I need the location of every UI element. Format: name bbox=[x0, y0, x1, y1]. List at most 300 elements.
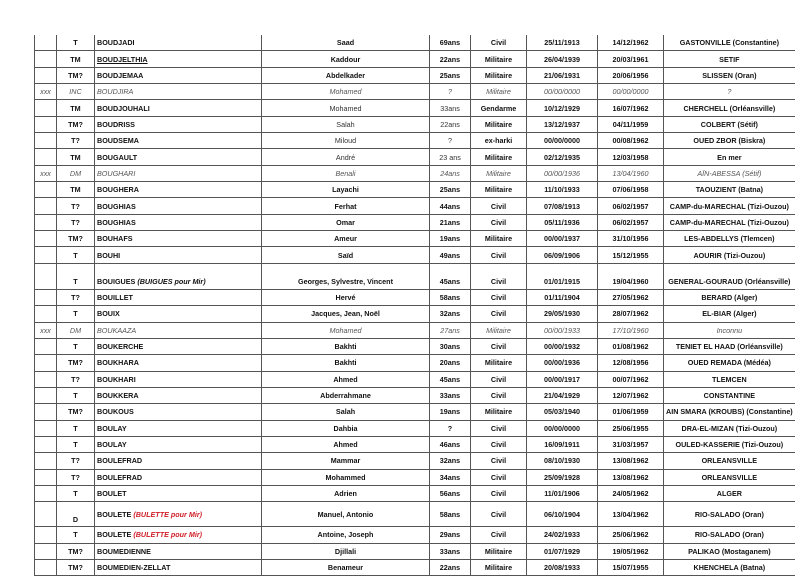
birth-date-cell: 13/12/1937 bbox=[527, 116, 598, 132]
age-cell: 58ans bbox=[430, 502, 471, 527]
last-name-cell bbox=[95, 84, 262, 100]
status-mark-cell bbox=[35, 502, 57, 527]
death-date-cell: 20/03/1961 bbox=[598, 51, 664, 67]
age-cell: 56ans bbox=[430, 485, 471, 501]
status-mark-cell bbox=[35, 263, 57, 289]
last-name-cell bbox=[95, 289, 262, 305]
last-name: BOUDJOUHALI bbox=[97, 103, 150, 113]
record-code-cell: TM? bbox=[57, 116, 95, 132]
death-date-cell: 00/00/0000 bbox=[598, 84, 664, 100]
death-date-cell: 01/06/1959 bbox=[598, 404, 664, 420]
place-cell: ALGER bbox=[664, 485, 795, 501]
last-name-cell bbox=[95, 149, 262, 165]
category-cell: Militaire bbox=[471, 116, 527, 132]
category-cell: Civil bbox=[471, 371, 527, 387]
category-cell: Civil bbox=[471, 198, 527, 214]
table-row bbox=[35, 182, 795, 198]
table-row bbox=[35, 51, 795, 67]
place-cell: TENIET EL HAAD (Orléansville) bbox=[664, 338, 795, 354]
first-names-cell: Manuel, Antonio bbox=[262, 502, 430, 527]
record-code-cell: T bbox=[57, 436, 95, 452]
place-cell: RIO-SALADO (Oran) bbox=[664, 502, 795, 527]
place-cell: ORLEANSVILLE bbox=[664, 453, 795, 469]
first-names-cell: Mohamed bbox=[262, 322, 430, 338]
category-cell: Civil bbox=[471, 289, 527, 305]
record-code-cell: T bbox=[57, 338, 95, 354]
table-row bbox=[35, 543, 795, 559]
record-code-cell: TM? bbox=[57, 355, 95, 371]
category-cell: Militaire bbox=[471, 84, 527, 100]
death-date-cell: 13/04/1960 bbox=[598, 165, 664, 181]
birth-date-cell: 10/12/1929 bbox=[527, 100, 598, 116]
category-cell: Militaire bbox=[471, 322, 527, 338]
table-row bbox=[35, 231, 795, 247]
status-mark-cell bbox=[35, 214, 57, 230]
last-name: BOUMEDIEN-ZELLAT bbox=[97, 563, 171, 573]
last-name: BOUGHERA bbox=[97, 185, 139, 195]
first-names-cell: Antoine, Joseph bbox=[262, 527, 430, 543]
table-row bbox=[35, 322, 795, 338]
last-name: BOUKKERA bbox=[97, 391, 139, 401]
record-code-cell: T bbox=[57, 387, 95, 403]
birth-date-cell: 21/06/1931 bbox=[527, 67, 598, 83]
first-names-cell: Bakhti bbox=[262, 355, 430, 371]
status-mark-cell bbox=[35, 559, 57, 575]
last-name-cell bbox=[95, 35, 262, 51]
record-code-cell: T bbox=[57, 527, 95, 543]
first-names-cell: Miloud bbox=[262, 133, 430, 149]
first-names-cell: Hervé bbox=[262, 289, 430, 305]
first-names-cell: Ahmed bbox=[262, 371, 430, 387]
status-mark-cell bbox=[35, 420, 57, 436]
status-mark-cell bbox=[35, 453, 57, 469]
category-cell: Militaire bbox=[471, 182, 527, 198]
status-mark-cell bbox=[35, 133, 57, 149]
first-names-cell: Ahmed bbox=[262, 436, 430, 452]
place-cell: GASTONVILLE (Constantine) bbox=[664, 35, 795, 51]
first-names-cell: Mohamed bbox=[262, 84, 430, 100]
birth-date-cell: 20/08/1933 bbox=[527, 559, 598, 575]
place-cell: PALIKAO (Mostaganem) bbox=[664, 543, 795, 559]
age-cell: 33ans bbox=[430, 543, 471, 559]
last-name-cell bbox=[95, 116, 262, 132]
category-cell: Civil bbox=[471, 527, 527, 543]
last-name-cell bbox=[95, 420, 262, 436]
table-row bbox=[35, 485, 795, 501]
category-cell: Militaire bbox=[471, 355, 527, 371]
status-mark-cell bbox=[35, 289, 57, 305]
death-date-cell: 19/04/1960 bbox=[598, 263, 664, 289]
place-cell: DRA-EL-MIZAN (Tizi-Ouzou) bbox=[664, 420, 795, 436]
birth-date-cell: 01/07/1929 bbox=[527, 543, 598, 559]
table-row bbox=[35, 165, 795, 181]
first-names-cell: Salah bbox=[262, 116, 430, 132]
first-names-cell: Benameur bbox=[262, 559, 430, 575]
last-name-cell bbox=[95, 198, 262, 214]
record-code-cell: D bbox=[57, 502, 95, 527]
status-mark-cell bbox=[35, 116, 57, 132]
last-name: BOUIX bbox=[97, 309, 120, 319]
death-date-cell: 20/06/1956 bbox=[598, 67, 664, 83]
last-name: BOULEFRAD bbox=[97, 472, 143, 482]
last-name: BOUDJADI bbox=[97, 38, 135, 48]
table-row bbox=[35, 387, 795, 403]
age-cell: ? bbox=[430, 420, 471, 436]
record-code-cell: T? bbox=[57, 469, 95, 485]
place-cell: LES-ABDELLYS (Tlemcen) bbox=[664, 231, 795, 247]
place-cell: SETIF bbox=[664, 51, 795, 67]
age-cell: 27ans bbox=[430, 322, 471, 338]
age-cell: 32ans bbox=[430, 453, 471, 469]
status-mark-cell bbox=[35, 543, 57, 559]
category-cell: Civil bbox=[471, 35, 527, 51]
death-date-cell: 13/08/1962 bbox=[598, 469, 664, 485]
place-cell: SLISSEN (Oran) bbox=[664, 67, 795, 83]
last-name-cell bbox=[95, 338, 262, 354]
death-date-cell: 17/10/1960 bbox=[598, 322, 664, 338]
table-row bbox=[35, 404, 795, 420]
record-code-cell: T? bbox=[57, 453, 95, 469]
last-name-cell bbox=[95, 165, 262, 181]
record-code-cell: T? bbox=[57, 133, 95, 149]
last-name: BOUKAAZA bbox=[97, 325, 137, 335]
record-code-cell: TM? bbox=[57, 231, 95, 247]
birth-date-cell: 00/00/1932 bbox=[527, 338, 598, 354]
name-alias: (BUIGUES pour Mir) bbox=[137, 276, 206, 286]
last-name-cell bbox=[95, 527, 262, 543]
last-name: BOUGAULT bbox=[97, 152, 138, 162]
last-name-cell bbox=[95, 453, 262, 469]
status-mark-cell bbox=[35, 182, 57, 198]
status-mark-cell bbox=[35, 485, 57, 501]
age-cell: 33ans bbox=[430, 387, 471, 403]
place-cell: Inconnu bbox=[664, 322, 795, 338]
death-date-cell: 28/07/1962 bbox=[598, 306, 664, 322]
last-name-cell bbox=[95, 543, 262, 559]
table-row bbox=[35, 116, 795, 132]
place-cell: KHENCHELA (Batna) bbox=[664, 559, 795, 575]
last-name-cell bbox=[95, 100, 262, 116]
table-row bbox=[35, 453, 795, 469]
last-name-cell bbox=[95, 502, 262, 527]
age-cell: 49ans bbox=[430, 247, 471, 263]
record-code-cell: T bbox=[57, 420, 95, 436]
death-date-cell: 12/03/1958 bbox=[598, 149, 664, 165]
place-cell: AIN SMARA (KROUBS) (Constantine) bbox=[664, 404, 795, 420]
first-names-cell: Benali bbox=[262, 165, 430, 181]
table-row bbox=[35, 35, 795, 51]
death-date-cell: 24/05/1962 bbox=[598, 485, 664, 501]
age-cell: 24ans bbox=[430, 165, 471, 181]
death-date-cell: 12/07/1962 bbox=[598, 387, 664, 403]
death-date-cell: 25/06/1955 bbox=[598, 420, 664, 436]
birth-date-cell: 24/02/1933 bbox=[527, 527, 598, 543]
death-date-cell: 06/02/1957 bbox=[598, 198, 664, 214]
last-name: BOUGHIAS bbox=[97, 201, 136, 211]
table-row bbox=[35, 263, 795, 289]
table-row bbox=[35, 420, 795, 436]
last-name: BOUDJEMAA bbox=[97, 70, 144, 80]
last-name-cell bbox=[95, 559, 262, 575]
last-name: BOUDSEMA bbox=[97, 136, 139, 146]
place-cell: OUED ZBOR (Biskra) bbox=[664, 133, 795, 149]
place-cell: CAMP-du-MARECHAL (Tizi-Ouzou) bbox=[664, 214, 795, 230]
last-name: BOUDJELTHIA bbox=[97, 54, 148, 64]
place-cell: OULED-KASSERIE (Tizi-Ouzou) bbox=[664, 436, 795, 452]
first-names-cell: Saïd bbox=[262, 247, 430, 263]
last-name-cell bbox=[95, 263, 262, 289]
age-cell: ? bbox=[430, 133, 471, 149]
last-name: BOUKHARA bbox=[97, 358, 139, 368]
first-names-cell: Dahbia bbox=[262, 420, 430, 436]
first-names-cell: Mohammed bbox=[262, 469, 430, 485]
record-code-cell: TM? bbox=[57, 67, 95, 83]
category-cell: Militaire bbox=[471, 51, 527, 67]
status-mark-cell bbox=[35, 371, 57, 387]
age-cell: 69ans bbox=[430, 35, 471, 51]
record-code-cell: T? bbox=[57, 289, 95, 305]
birth-date-cell: 01/11/1904 bbox=[527, 289, 598, 305]
birth-date-cell: 01/01/1915 bbox=[527, 263, 598, 289]
record-code-cell: DM bbox=[57, 165, 95, 181]
status-mark-cell bbox=[35, 338, 57, 354]
last-name-cell bbox=[95, 247, 262, 263]
last-name-cell bbox=[95, 214, 262, 230]
category-cell: Militaire bbox=[471, 165, 527, 181]
table-row bbox=[35, 502, 795, 527]
death-date-cell: 31/10/1956 bbox=[598, 231, 664, 247]
first-names-cell: Kaddour bbox=[262, 51, 430, 67]
name-alias: (BULETTE pour Mir) bbox=[133, 509, 203, 519]
first-names-cell: Djillali bbox=[262, 543, 430, 559]
category-cell: Civil bbox=[471, 387, 527, 403]
last-name-cell bbox=[95, 387, 262, 403]
place-cell: COLBERT (Sétif) bbox=[664, 116, 795, 132]
death-date-cell: 19/05/1962 bbox=[598, 543, 664, 559]
death-date-cell: 07/06/1958 bbox=[598, 182, 664, 198]
last-name: BOUDRISS bbox=[97, 119, 135, 129]
category-cell: Gendarme bbox=[471, 100, 527, 116]
table-row bbox=[35, 100, 795, 116]
first-names-cell: Ameur bbox=[262, 231, 430, 247]
death-date-cell: 31/03/1957 bbox=[598, 436, 664, 452]
last-name: BOUGHARI bbox=[97, 168, 136, 178]
record-code-cell: T? bbox=[57, 371, 95, 387]
last-name: BOUHAFS bbox=[97, 234, 133, 244]
age-cell: 29ans bbox=[430, 527, 471, 543]
status-mark-cell bbox=[35, 100, 57, 116]
last-name: BOULAY bbox=[97, 440, 127, 450]
category-cell: Civil bbox=[471, 420, 527, 436]
last-name: BOULAY bbox=[97, 423, 127, 433]
category-cell: Civil bbox=[471, 263, 527, 289]
age-cell: 19ans bbox=[430, 231, 471, 247]
last-name-cell bbox=[95, 51, 262, 67]
death-date-cell: 15/07/1955 bbox=[598, 559, 664, 575]
death-date-cell: 27/05/1962 bbox=[598, 289, 664, 305]
birth-date-cell: 00/00/1917 bbox=[527, 371, 598, 387]
victims-table bbox=[34, 35, 795, 576]
record-code-cell: T? bbox=[57, 198, 95, 214]
first-names-cell: Bakhti bbox=[262, 338, 430, 354]
death-date-cell: 13/08/1962 bbox=[598, 453, 664, 469]
death-date-cell: 14/12/1962 bbox=[598, 35, 664, 51]
table-row bbox=[35, 355, 795, 371]
category-cell: Civil bbox=[471, 502, 527, 527]
last-name: BOUKERCHE bbox=[97, 342, 144, 352]
category-cell: Militaire bbox=[471, 404, 527, 420]
last-name: BOUILLET bbox=[97, 292, 133, 302]
category-cell: Militaire bbox=[471, 543, 527, 559]
birth-date-cell: 21/04/1929 bbox=[527, 387, 598, 403]
age-cell: 45ans bbox=[430, 371, 471, 387]
last-name: BOULETE bbox=[97, 509, 132, 519]
birth-date-cell: 06/10/1904 bbox=[527, 502, 598, 527]
place-cell: AOURIR (Tizi-Ouzou) bbox=[664, 247, 795, 263]
death-date-cell: 00/07/1962 bbox=[598, 371, 664, 387]
last-name: BOUKOUS bbox=[97, 407, 134, 417]
birth-date-cell: 00/00/1937 bbox=[527, 231, 598, 247]
last-name: BOUIGUES bbox=[97, 276, 136, 286]
death-date-cell: 15/12/1955 bbox=[598, 247, 664, 263]
record-code-cell: DM bbox=[57, 322, 95, 338]
last-name: BOULETE bbox=[97, 530, 132, 540]
birth-date-cell: 00/00/1936 bbox=[527, 355, 598, 371]
last-name-cell bbox=[95, 67, 262, 83]
death-date-cell: 06/02/1957 bbox=[598, 214, 664, 230]
last-name: BOUGHIAS bbox=[97, 217, 136, 227]
table-body bbox=[35, 35, 795, 576]
death-date-cell: 00/08/1962 bbox=[598, 133, 664, 149]
status-mark-cell bbox=[35, 306, 57, 322]
death-date-cell: 12/08/1956 bbox=[598, 355, 664, 371]
table-row bbox=[35, 338, 795, 354]
age-cell: 44ans bbox=[430, 198, 471, 214]
birth-date-cell: 00/00/0000 bbox=[527, 420, 598, 436]
status-mark-cell bbox=[35, 149, 57, 165]
birth-date-cell: 06/09/1906 bbox=[527, 247, 598, 263]
table-row bbox=[35, 247, 795, 263]
birth-date-cell: 08/10/1930 bbox=[527, 453, 598, 469]
status-mark-cell bbox=[35, 67, 57, 83]
record-code-cell: T? bbox=[57, 214, 95, 230]
age-cell: 25ans bbox=[430, 67, 471, 83]
last-name-cell bbox=[95, 355, 262, 371]
status-mark-cell bbox=[35, 469, 57, 485]
place-cell: GENERAL-GOURAUD (Orléansville) bbox=[664, 263, 795, 289]
birth-date-cell: 26/04/1939 bbox=[527, 51, 598, 67]
category-cell: ex-harki bbox=[471, 133, 527, 149]
first-names-cell: Ferhat bbox=[262, 198, 430, 214]
last-name-cell bbox=[95, 371, 262, 387]
age-cell: 19ans bbox=[430, 404, 471, 420]
record-code-cell: T bbox=[57, 35, 95, 51]
age-cell: 22ans bbox=[430, 559, 471, 575]
table-row bbox=[35, 84, 795, 100]
first-names-cell: Abderrahmane bbox=[262, 387, 430, 403]
age-cell: 45ans bbox=[430, 263, 471, 289]
birth-date-cell: 25/11/1913 bbox=[527, 35, 598, 51]
record-code-cell: TM? bbox=[57, 404, 95, 420]
status-mark-cell bbox=[35, 247, 57, 263]
category-cell: Militaire bbox=[471, 559, 527, 575]
name-alias: (BULETTE pour Mir) bbox=[133, 530, 203, 540]
status-mark-cell bbox=[35, 436, 57, 452]
first-names-cell: Jacques, Jean, Noël bbox=[262, 306, 430, 322]
category-cell: Civil bbox=[471, 306, 527, 322]
record-code-cell: T bbox=[57, 263, 95, 289]
table-row bbox=[35, 371, 795, 387]
category-cell: Civil bbox=[471, 485, 527, 501]
table-row bbox=[35, 527, 795, 543]
last-name-cell bbox=[95, 404, 262, 420]
age-cell: 34ans bbox=[430, 469, 471, 485]
last-name: BOUDJIRA bbox=[97, 87, 134, 97]
death-date-cell: 16/07/1962 bbox=[598, 100, 664, 116]
last-name-cell bbox=[95, 485, 262, 501]
age-cell: 22ans bbox=[430, 116, 471, 132]
record-code-cell: TM bbox=[57, 100, 95, 116]
table-row bbox=[35, 133, 795, 149]
first-names-cell: Abdelkader bbox=[262, 67, 430, 83]
first-names-cell: Mammar bbox=[262, 453, 430, 469]
first-names-cell: Adrien bbox=[262, 485, 430, 501]
place-cell: CAMP-du-MARECHAL (Tizi-Ouzou) bbox=[664, 198, 795, 214]
place-cell: CONSTANTINE bbox=[664, 387, 795, 403]
table-row bbox=[35, 559, 795, 575]
record-code-cell: T bbox=[57, 306, 95, 322]
status-mark-cell bbox=[35, 35, 57, 51]
status-mark-cell bbox=[35, 404, 57, 420]
place-cell: OUED REMADA (Médéa) bbox=[664, 355, 795, 371]
table-row bbox=[35, 306, 795, 322]
age-cell: 58ans bbox=[430, 289, 471, 305]
age-cell: 30ans bbox=[430, 338, 471, 354]
age-cell: 23 ans bbox=[430, 149, 471, 165]
birth-date-cell: 07/08/1913 bbox=[527, 198, 598, 214]
table-row bbox=[35, 469, 795, 485]
last-name: BOULET bbox=[97, 489, 127, 499]
last-name-cell bbox=[95, 306, 262, 322]
record-code-cell: TM? bbox=[57, 543, 95, 559]
record-code-cell: T bbox=[57, 485, 95, 501]
status-mark-cell bbox=[35, 51, 57, 67]
record-code-cell: TM bbox=[57, 149, 95, 165]
last-name-cell bbox=[95, 322, 262, 338]
record-code-cell: TM? bbox=[57, 559, 95, 575]
table-row bbox=[35, 436, 795, 452]
last-name-cell bbox=[95, 182, 262, 198]
last-name-cell bbox=[95, 436, 262, 452]
death-date-cell: 01/08/1962 bbox=[598, 338, 664, 354]
place-cell: EL-BIAR (Alger) bbox=[664, 306, 795, 322]
birth-date-cell: 16/09/1911 bbox=[527, 436, 598, 452]
table-row bbox=[35, 198, 795, 214]
table-row bbox=[35, 67, 795, 83]
birth-date-cell: 02/12/1935 bbox=[527, 149, 598, 165]
age-cell: 22ans bbox=[430, 51, 471, 67]
first-names-cell: Salah bbox=[262, 404, 430, 420]
category-cell: Civil bbox=[471, 453, 527, 469]
last-name: BOUHI bbox=[97, 250, 121, 260]
category-cell: Civil bbox=[471, 469, 527, 485]
first-names-cell: Saad bbox=[262, 35, 430, 51]
age-cell: 25ans bbox=[430, 182, 471, 198]
record-code-cell: INC bbox=[57, 84, 95, 100]
first-names-cell: Mohamed bbox=[262, 100, 430, 116]
first-names-cell: André bbox=[262, 149, 430, 165]
category-cell: Militaire bbox=[471, 231, 527, 247]
